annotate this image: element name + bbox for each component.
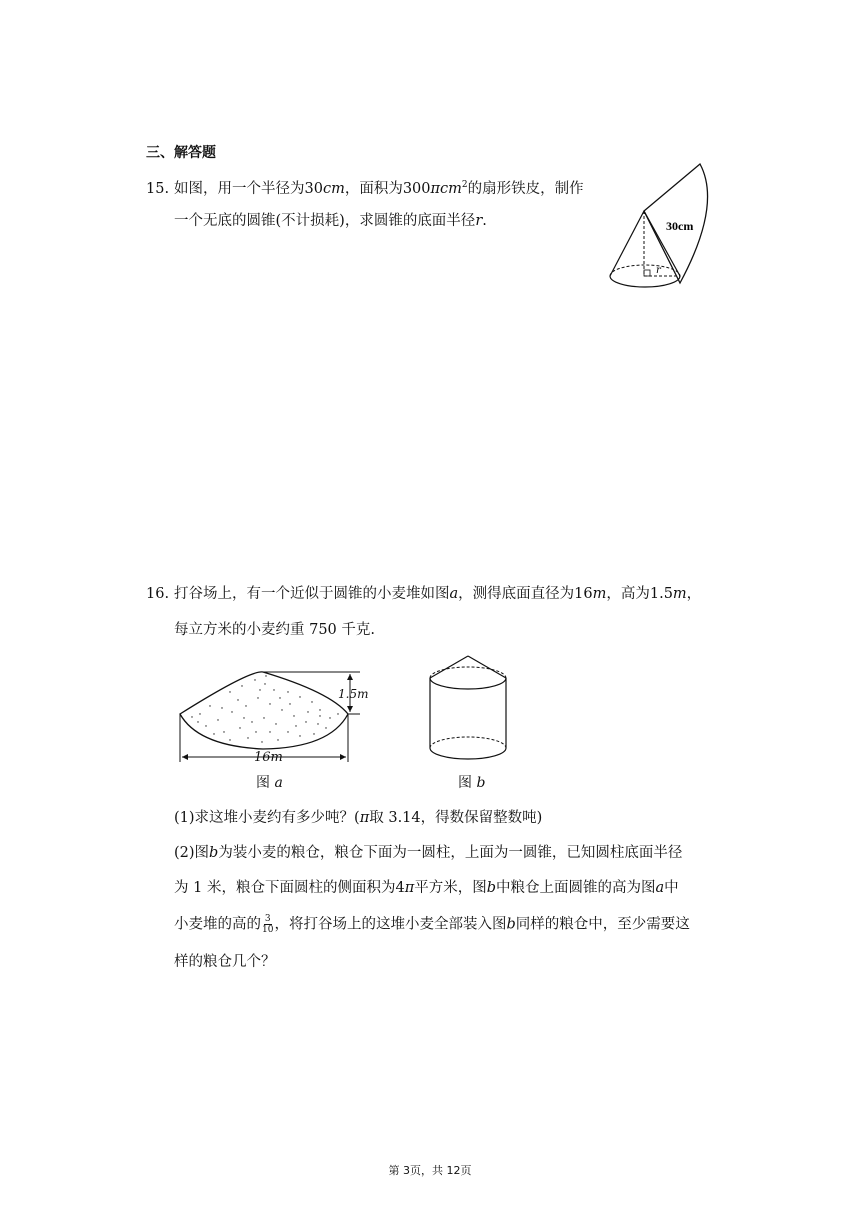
q15-r-label: r bbox=[656, 265, 661, 276]
q16-part-2-line-3: 小麦堆的高的 $\frac{3}{10}$ ，将打谷场上的这堆小麦全部装入图b同样的粮仓中，至少需要这 bbox=[174, 914, 690, 935]
section-title: 三、解答题 bbox=[146, 145, 216, 161]
fraction-3-10: $\frac{3}{10}$ bbox=[262, 914, 274, 935]
q16-part-2-line-4: 样的粮仓几个？ bbox=[174, 954, 276, 970]
page-footer: 第 3页，共 12页 bbox=[388, 1164, 472, 1177]
height-label: 1.5m bbox=[338, 687, 369, 701]
q16-line-1: 16. 打谷场上，有一个近似于圆锥的小麦堆如图a，测得底面直径为16m，高为1.5m， bbox=[146, 586, 702, 602]
q16-part-2-line-1: (2)图b为装小麦的粮仓，粮仓下面为一圆柱，上面为一圆锥，已知圆柱底面半径 bbox=[174, 845, 683, 861]
diameter-label: 16m bbox=[254, 750, 283, 765]
figure-b-caption: 图 b bbox=[458, 775, 486, 791]
q15-line-1: 15. 如图，用一个半径为30cm，面积为300πcm$^2$的扇形铁皮，制作 bbox=[146, 180, 584, 197]
q15-line-2: 一个无底的圆锥(不计损耗)，求圆锥的底面半径r. bbox=[174, 213, 487, 229]
q16-figure-b-granary bbox=[418, 652, 518, 770]
q15-cone-sector-figure bbox=[604, 160, 714, 300]
q16-part-1: (1)求这堆小麦约有多少吨？(π取 3.14，得数保留整数吨) bbox=[174, 810, 543, 826]
q16-line-2: 每立方米的小麦约重 750 千克. bbox=[174, 622, 376, 638]
figure-a-caption: 图 a bbox=[256, 775, 283, 791]
q16-part-2-line-2: 为 1 米，粮仓下面圆柱的侧面积为4π平方米，图b中粮仓上面圆锥的高为图a中 bbox=[174, 880, 679, 896]
q15-number: 15. bbox=[146, 180, 170, 197]
q15-radius-label: 30cm bbox=[666, 219, 694, 233]
q16-number: 16. bbox=[146, 586, 170, 602]
